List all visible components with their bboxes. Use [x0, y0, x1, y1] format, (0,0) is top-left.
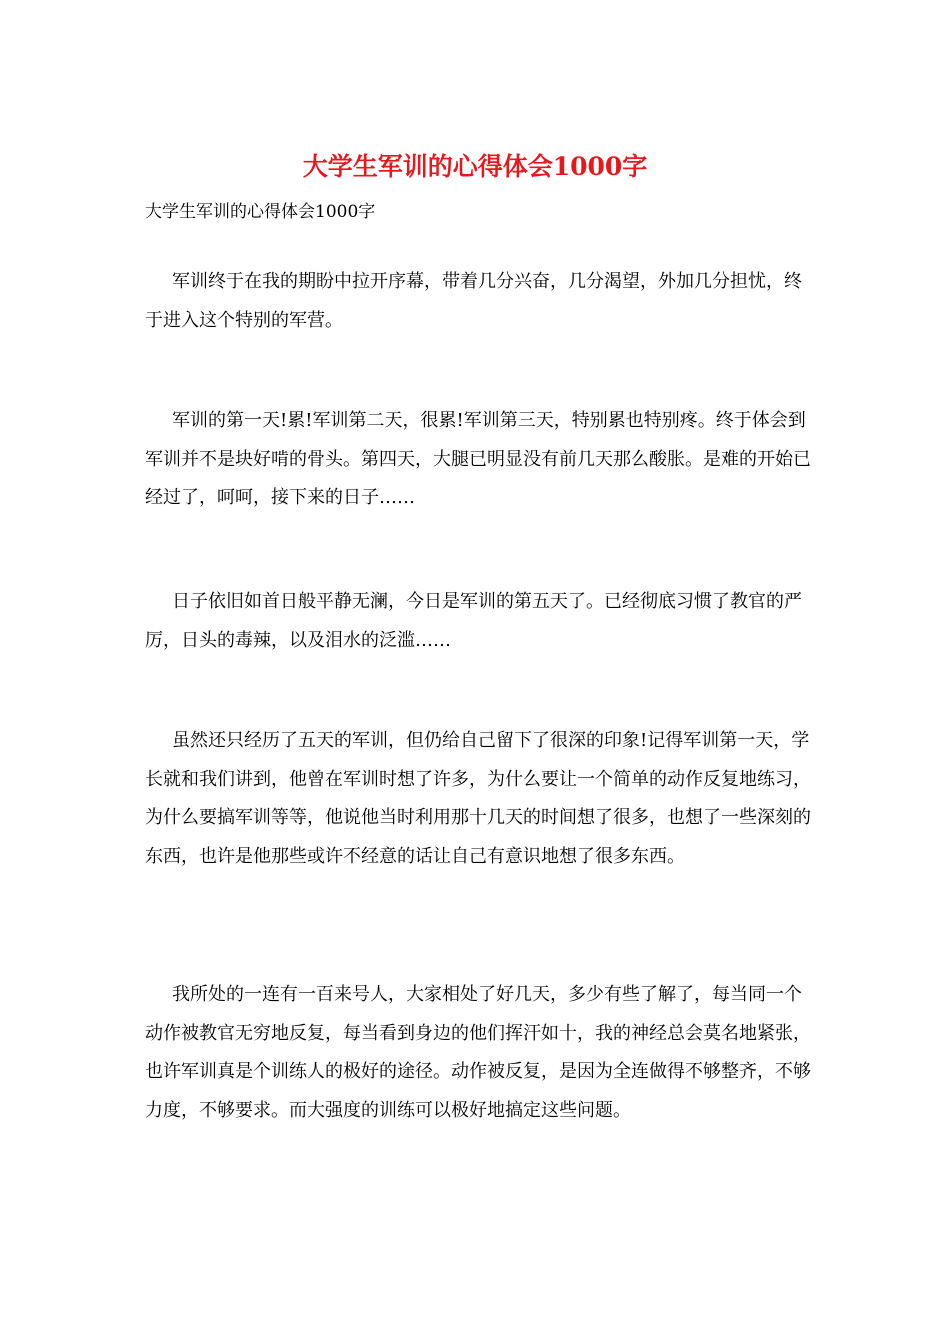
paragraph: 军训终于在我的期盼中拉开序幕，带着几分兴奋，几分渴望，外加几分担忧，终于进入这个特别的军营。	[145, 271, 802, 331]
paragraph: 日子依旧如首日般平静无澜，今日是军训的第五天了。已经彻底习惯了教官的严厉，日头的毒辣，以及泪水的泛滥……	[145, 591, 802, 651]
paragraph: 虽然还只经历了五天的军训，但仍给自己留下了很深的印象!记得军训第一天，学长就和我们讲到，他曾在军训时想了许多，为什么要让一个简单的动作反复地练习，为什么要搞军训等等，他说他当时利用那十几天的时间想了很多，也想了一些深刻的东西，也许是他那些或许不经意的话让自己有意识地想了很多东西。	[145, 730, 811, 867]
paragraph: 我所处的一连有一百来号人，大家相处了好几天，多少有些了解了，每当同一个动作被教官无穷地反复，每当看到身边的他们挥汗如十，我的神经总会莫名地紧张，也许军训真是个训练人的极好的途径。动作被反复，是因为全连做得不够整齐，不够力度，不够要求。而大强度的训练可以极好地搞定这些问题。	[145, 984, 811, 1121]
document-title: 大学生军训的心得体会1000字	[302, 152, 648, 181]
document-subtitle: 大学生军训的心得体会1000字	[145, 202, 376, 222]
paragraph: 军训的第一天!累!军训第二天，很累!军训第三天，特别累也特别疼。终于体会到军训并不是块好啃的骨头。第四天，大腿已明显没有前几天那么酸胀。是难的开始已经过了，呵呵，接下来的日子……	[145, 410, 811, 508]
